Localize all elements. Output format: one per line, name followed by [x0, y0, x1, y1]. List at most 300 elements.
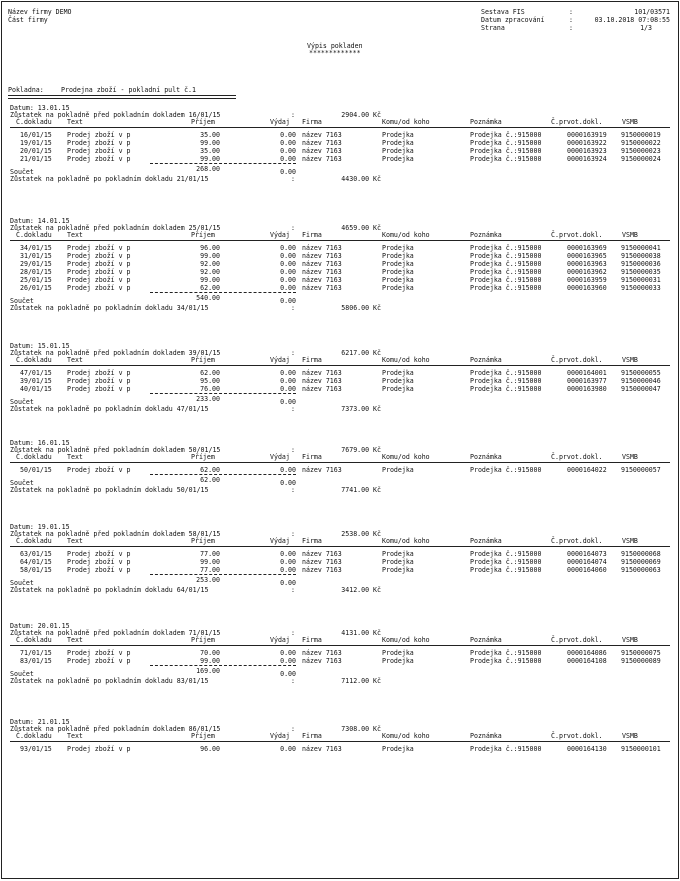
row-vsmb: 9150000075 — [621, 649, 661, 657]
row-whom: Prodejka — [382, 657, 414, 665]
sum-label: Součet — [10, 398, 34, 406]
company-name: Název firmy DEMO — [8, 8, 72, 16]
row-primary-doc: 0000163922 — [567, 139, 607, 147]
col-header-primary-doc: Č.prvot.dokl. — [551, 453, 603, 461]
sestava-colon: : — [569, 8, 573, 16]
balance-before-value: 2538.00 Kč — [341, 530, 381, 538]
row-income: 92.00 — [200, 260, 220, 268]
report-title-underline: ************* — [309, 49, 361, 57]
col-header-note: Poznámka — [470, 732, 502, 740]
row-firm: název 7163 — [302, 566, 342, 574]
row-note: Prodejka č.:915000 — [470, 244, 542, 252]
row-primary-doc: 0000163923 — [567, 147, 607, 155]
row-text: Prodej zboží v p — [67, 268, 131, 276]
sum-income: 169.00 — [196, 667, 220, 675]
balance-before-label: Zůstatek na pokladně před pokladním dokladem 50/01/15 — [10, 446, 221, 454]
sum-income: 268.00 — [196, 165, 220, 173]
row-primary-doc: 0000163965 — [567, 252, 607, 260]
balance-after-colon: : — [291, 677, 295, 685]
row-whom: Prodejka — [382, 147, 414, 155]
row-expense: 0.00 — [280, 155, 296, 163]
row-note: Prodejka č.:915000 — [470, 566, 542, 574]
col-header-vsmb: VSMB — [622, 732, 638, 740]
col-header-note: Poznámka — [470, 636, 502, 644]
row-whom: Prodejka — [382, 369, 414, 377]
row-primary-doc: 0000164022 — [567, 466, 607, 474]
row-doc: 71/01/15 — [20, 649, 52, 657]
col-header-vsmb: VSMB — [622, 453, 638, 461]
col-header-doc: Č.dokladu — [16, 453, 52, 461]
balance-before-value: 7679.00 Kč — [341, 446, 381, 454]
row-firm: název 7163 — [302, 139, 342, 147]
row-text: Prodej zboží v p — [67, 131, 131, 139]
row-expense: 0.00 — [280, 377, 296, 385]
row-whom: Prodejka — [382, 252, 414, 260]
row-vsmb: 9150000038 — [621, 252, 661, 260]
balance-before-colon: : — [291, 111, 295, 119]
column-header-rule — [10, 365, 670, 366]
col-header-vsmb: VSMB — [622, 118, 638, 126]
row-income: 35.00 — [200, 131, 220, 139]
balance-before-label: Zůstatek na pokladně před pokladním dokladem 39/01/15 — [10, 349, 221, 357]
row-expense: 0.00 — [280, 657, 296, 665]
col-header-text: Text — [67, 118, 83, 126]
row-text: Prodej zboží v p — [67, 276, 131, 284]
row-doc: 31/01/15 — [20, 252, 52, 260]
row-primary-doc: 0000163924 — [567, 155, 607, 163]
row-doc: 40/01/15 — [20, 385, 52, 393]
row-text: Prodej zboží v p — [67, 155, 131, 163]
row-doc: 47/01/15 — [20, 369, 52, 377]
balance-after-colon: : — [291, 304, 295, 312]
row-income: 62.00 — [200, 284, 220, 292]
col-header-text: Text — [67, 636, 83, 644]
row-firm: název 7163 — [302, 284, 342, 292]
row-doc: 20/01/15 — [20, 147, 52, 155]
balance-after-colon: : — [291, 175, 295, 183]
strana-colon: : — [569, 24, 573, 32]
day-date: Datum: 19.01.15 — [10, 523, 70, 531]
row-expense: 0.00 — [280, 745, 296, 753]
row-text: Prodej zboží v p — [67, 377, 131, 385]
sum-label: Součet — [10, 579, 34, 587]
row-firm: název 7163 — [302, 244, 342, 252]
row-primary-doc: 0000163960 — [567, 284, 607, 292]
row-whom: Prodejka — [382, 649, 414, 657]
row-income: 70.00 — [200, 649, 220, 657]
balance-after-value: 7112.00 Kč — [341, 677, 381, 685]
row-text: Prodej zboží v p — [67, 649, 131, 657]
balance-before-label: Zůstatek na pokladně před pokladním dokladem 71/01/15 — [10, 629, 221, 637]
row-text: Prodej zboží v p — [67, 147, 131, 155]
balance-after-colon: : — [291, 586, 295, 594]
datum-value: 03.10.2018 07:08:55 — [594, 16, 670, 24]
row-whom: Prodejka — [382, 466, 414, 474]
row-firm: název 7163 — [302, 550, 342, 558]
balance-after-value: 4430.00 Kč — [341, 175, 381, 183]
cashbox-name: Prodejna zboží - pokladní pult č.1 — [61, 86, 196, 94]
day-date: Datum: 20.01.15 — [10, 622, 70, 630]
row-note: Prodejka č.:915000 — [470, 558, 542, 566]
balance-after-colon: : — [291, 486, 295, 494]
balance-before-colon: : — [291, 224, 295, 232]
row-primary-doc: 0000164060 — [567, 566, 607, 574]
row-note: Prodejka č.:915000 — [470, 745, 542, 753]
balance-before-colon: : — [291, 349, 295, 357]
row-firm: název 7163 — [302, 745, 342, 753]
row-expense: 0.00 — [280, 466, 296, 474]
sum-income: 62.00 — [200, 476, 220, 484]
row-firm: název 7163 — [302, 147, 342, 155]
row-firm: název 7163 — [302, 657, 342, 665]
row-expense: 0.00 — [280, 649, 296, 657]
day-date: Datum: 13.01.15 — [10, 104, 70, 112]
balance-before-value: 6217.00 Kč — [341, 349, 381, 357]
col-header-expense: Výdaj — [270, 537, 290, 545]
col-header-income: Příjem — [191, 636, 215, 644]
row-expense: 0.00 — [280, 260, 296, 268]
col-header-whom: Komu/od koho — [382, 537, 430, 545]
row-primary-doc: 0000164130 — [567, 745, 607, 753]
row-text: Prodej zboží v p — [67, 550, 131, 558]
col-header-firm: Firma — [302, 732, 322, 740]
row-vsmb: 9150000036 — [621, 260, 661, 268]
row-primary-doc: 0000163980 — [567, 385, 607, 393]
col-header-firm: Firma — [302, 453, 322, 461]
day-date: Datum: 21.01.15 — [10, 718, 70, 726]
col-header-firm: Firma — [302, 356, 322, 364]
col-header-income: Příjem — [191, 231, 215, 239]
col-header-note: Poznámka — [470, 356, 502, 364]
col-header-primary-doc: Č.prvot.dokl. — [551, 636, 603, 644]
row-firm: název 7163 — [302, 155, 342, 163]
row-text: Prodej zboží v p — [67, 252, 131, 260]
balance-before-colon: : — [291, 446, 295, 454]
row-whom: Prodejka — [382, 260, 414, 268]
row-doc: 29/01/15 — [20, 260, 52, 268]
row-vsmb: 9150000101 — [621, 745, 661, 753]
row-primary-doc: 0000163962 — [567, 268, 607, 276]
row-whom: Prodejka — [382, 385, 414, 393]
row-note: Prodejka č.:915000 — [470, 377, 542, 385]
col-header-primary-doc: Č.prvot.dokl. — [551, 118, 603, 126]
row-primary-doc: 0000163969 — [567, 244, 607, 252]
cashbox-underline — [8, 95, 236, 99]
row-doc: 26/01/15 — [20, 284, 52, 292]
col-header-expense: Výdaj — [270, 356, 290, 364]
row-note: Prodejka č.:915000 — [470, 260, 542, 268]
row-note: Prodejka č.:915000 — [470, 131, 542, 139]
col-header-primary-doc: Č.prvot.dokl. — [551, 356, 603, 364]
row-firm: název 7163 — [302, 260, 342, 268]
balance-before-colon: : — [291, 725, 295, 733]
row-text: Prodej zboží v p — [67, 558, 131, 566]
row-whom: Prodejka — [382, 550, 414, 558]
col-header-whom: Komu/od koho — [382, 636, 430, 644]
row-income: 77.00 — [200, 550, 220, 558]
row-income: 62.00 — [200, 369, 220, 377]
row-expense: 0.00 — [280, 268, 296, 276]
sestava-value: 101/03571 — [634, 8, 670, 16]
col-header-primary-doc: Č.prvot.dokl. — [551, 732, 603, 740]
row-expense: 0.00 — [280, 550, 296, 558]
row-note: Prodejka č.:915000 — [470, 252, 542, 260]
company-part: Část firmy — [8, 16, 48, 24]
sum-rule — [150, 292, 296, 293]
row-vsmb: 9150000024 — [621, 155, 661, 163]
row-expense: 0.00 — [280, 131, 296, 139]
row-vsmb: 9150000031 — [621, 276, 661, 284]
row-note: Prodejka č.:915000 — [470, 649, 542, 657]
row-income: 99.00 — [200, 139, 220, 147]
col-header-expense: Výdaj — [270, 118, 290, 126]
balance-after-value: 7373.00 Kč — [341, 405, 381, 413]
row-note: Prodejka č.:915000 — [470, 268, 542, 276]
col-header-doc: Č.dokladu — [16, 231, 52, 239]
row-whom: Prodejka — [382, 139, 414, 147]
balance-before-value: 4659.00 Kč — [341, 224, 381, 232]
row-whom: Prodejka — [382, 566, 414, 574]
sum-expense: 0.00 — [280, 168, 296, 176]
balance-before-value: 4131.00 Kč — [341, 629, 381, 637]
row-primary-doc: 0000164073 — [567, 550, 607, 558]
row-primary-doc: 0000163963 — [567, 260, 607, 268]
balance-after-label: Zůstatek na pokladně po pokladním dokladu 50/01/15 — [10, 486, 209, 494]
row-income: 35.00 — [200, 147, 220, 155]
row-doc: 63/01/15 — [20, 550, 52, 558]
sum-expense: 0.00 — [280, 579, 296, 587]
col-header-doc: Č.dokladu — [16, 732, 52, 740]
row-primary-doc: 0000164074 — [567, 558, 607, 566]
row-whom: Prodejka — [382, 284, 414, 292]
row-vsmb: 9150000033 — [621, 284, 661, 292]
row-text: Prodej zboží v p — [67, 466, 131, 474]
col-header-primary-doc: Č.prvot.dokl. — [551, 537, 603, 545]
row-primary-doc: 0000164086 — [567, 649, 607, 657]
col-header-doc: Č.dokladu — [16, 636, 52, 644]
row-expense: 0.00 — [280, 558, 296, 566]
row-firm: název 7163 — [302, 385, 342, 393]
col-header-whom: Komu/od koho — [382, 732, 430, 740]
row-income: 96.00 — [200, 745, 220, 753]
sum-rule — [150, 393, 296, 394]
col-header-text: Text — [67, 732, 83, 740]
row-primary-doc: 0000164108 — [567, 657, 607, 665]
col-header-text: Text — [67, 453, 83, 461]
col-header-expense: Výdaj — [270, 453, 290, 461]
row-doc: 58/01/15 — [20, 566, 52, 574]
sum-expense: 0.00 — [280, 398, 296, 406]
row-income: 62.00 — [200, 466, 220, 474]
row-whom: Prodejka — [382, 745, 414, 753]
row-text: Prodej zboží v p — [67, 139, 131, 147]
row-text: Prodej zboží v p — [67, 657, 131, 665]
column-header-rule — [10, 240, 670, 241]
row-expense: 0.00 — [280, 284, 296, 292]
row-expense: 0.00 — [280, 276, 296, 284]
col-header-expense: Výdaj — [270, 732, 290, 740]
report-title: Výpis pokladen — [307, 42, 363, 50]
sum-expense: 0.00 — [280, 479, 296, 487]
col-header-expense: Výdaj — [270, 231, 290, 239]
balance-after-label: Zůstatek na pokladně po pokladním dokladu 34/01/15 — [10, 304, 209, 312]
balance-before-label: Zůstatek na pokladně před pokladním dokladem 25/01/15 — [10, 224, 221, 232]
row-doc: 16/01/15 — [20, 131, 52, 139]
row-vsmb: 9150000046 — [621, 377, 661, 385]
row-firm: název 7163 — [302, 276, 342, 284]
row-vsmb: 9150000063 — [621, 566, 661, 574]
row-vsmb: 9150000047 — [621, 385, 661, 393]
row-expense: 0.00 — [280, 244, 296, 252]
row-income: 99.00 — [200, 276, 220, 284]
col-header-note: Poznámka — [470, 118, 502, 126]
row-expense: 0.00 — [280, 566, 296, 574]
col-header-income: Příjem — [191, 537, 215, 545]
row-note: Prodejka č.:915000 — [470, 276, 542, 284]
sum-label: Součet — [10, 670, 34, 678]
balance-before-label: Zůstatek na pokladně před pokladním dokladem 58/01/15 — [10, 530, 221, 538]
col-header-firm: Firma — [302, 231, 322, 239]
row-doc: 93/01/15 — [20, 745, 52, 753]
column-header-rule — [10, 741, 670, 742]
row-text: Prodej zboží v p — [67, 745, 131, 753]
row-doc: 50/01/15 — [20, 466, 52, 474]
row-text: Prodej zboží v p — [67, 260, 131, 268]
balance-after-label: Zůstatek na pokladně po pokladním dokladu 83/01/15 — [10, 677, 209, 685]
row-vsmb: 9150000023 — [621, 147, 661, 155]
row-primary-doc: 0000163919 — [567, 131, 607, 139]
col-header-doc: Č.dokladu — [16, 118, 52, 126]
col-header-doc: Č.dokladu — [16, 537, 52, 545]
row-text: Prodej zboží v p — [67, 385, 131, 393]
row-income: 77.00 — [200, 566, 220, 574]
column-header-rule — [10, 462, 670, 463]
row-firm: název 7163 — [302, 558, 342, 566]
row-vsmb: 9150000055 — [621, 369, 661, 377]
row-doc: 34/01/15 — [20, 244, 52, 252]
row-note: Prodejka č.:915000 — [470, 284, 542, 292]
row-firm: název 7163 — [302, 252, 342, 260]
sum-income: 540.00 — [196, 294, 220, 302]
col-header-whom: Komu/od koho — [382, 453, 430, 461]
col-header-whom: Komu/od koho — [382, 231, 430, 239]
row-income: 92.00 — [200, 268, 220, 276]
row-note: Prodejka č.:915000 — [470, 385, 542, 393]
row-expense: 0.00 — [280, 147, 296, 155]
col-header-income: Příjem — [191, 356, 215, 364]
row-firm: název 7163 — [302, 466, 342, 474]
col-header-expense: Výdaj — [270, 636, 290, 644]
row-whom: Prodejka — [382, 155, 414, 163]
row-vsmb: 9150000068 — [621, 550, 661, 558]
col-header-text: Text — [67, 356, 83, 364]
col-header-vsmb: VSMB — [622, 231, 638, 239]
row-income: 76.00 — [200, 385, 220, 393]
row-vsmb: 9150000057 — [621, 466, 661, 474]
datum-label: Datum zpracování — [481, 16, 545, 24]
row-income: 99.00 — [200, 155, 220, 163]
col-header-firm: Firma — [302, 636, 322, 644]
day-date: Datum: 16.01.15 — [10, 439, 70, 447]
row-income: 99.00 — [200, 252, 220, 260]
balance-after-value: 5806.00 Kč — [341, 304, 381, 312]
col-header-note: Poznámka — [470, 231, 502, 239]
col-header-firm: Firma — [302, 537, 322, 545]
row-doc: 19/01/15 — [20, 139, 52, 147]
sum-label: Součet — [10, 479, 34, 487]
row-expense: 0.00 — [280, 252, 296, 260]
row-primary-doc: 0000163977 — [567, 377, 607, 385]
row-text: Prodej zboží v p — [67, 566, 131, 574]
strana-value: 1/3 — [640, 24, 652, 32]
col-header-whom: Komu/od koho — [382, 356, 430, 364]
col-header-income: Příjem — [191, 732, 215, 740]
day-date: Datum: 15.01.15 — [10, 342, 70, 350]
column-header-rule — [10, 127, 670, 128]
sum-income: 253.00 — [196, 576, 220, 584]
balance-after-value: 7741.00 Kč — [341, 486, 381, 494]
row-vsmb: 9150000089 — [621, 657, 661, 665]
row-text: Prodej zboží v p — [67, 369, 131, 377]
row-expense: 0.00 — [280, 139, 296, 147]
row-firm: název 7163 — [302, 268, 342, 276]
row-firm: název 7163 — [302, 369, 342, 377]
col-header-text: Text — [67, 231, 83, 239]
row-doc: 28/01/15 — [20, 268, 52, 276]
balance-before-colon: : — [291, 629, 295, 637]
balance-before-value: 7308.00 Kč — [341, 725, 381, 733]
col-header-whom: Komu/od koho — [382, 118, 430, 126]
row-primary-doc: 0000163959 — [567, 276, 607, 284]
row-note: Prodejka č.:915000 — [470, 657, 542, 665]
col-header-primary-doc: Č.prvot.dokl. — [551, 231, 603, 239]
row-firm: název 7163 — [302, 131, 342, 139]
col-header-income: Příjem — [191, 453, 215, 461]
col-header-note: Poznámka — [470, 537, 502, 545]
row-expense: 0.00 — [280, 385, 296, 393]
row-vsmb: 9150000019 — [621, 131, 661, 139]
row-doc: 39/01/15 — [20, 377, 52, 385]
column-header-rule — [10, 546, 670, 547]
sum-label: Součet — [10, 168, 34, 176]
sestava-label: Sestava FIS — [481, 8, 525, 16]
balance-before-colon: : — [291, 530, 295, 538]
day-date: Datum: 14.01.15 — [10, 217, 70, 225]
datum-colon: : — [569, 16, 573, 24]
sum-rule — [150, 474, 296, 475]
row-firm: název 7163 — [302, 649, 342, 657]
row-firm: název 7163 — [302, 377, 342, 385]
cashbox-label: Pokladna: — [8, 86, 44, 94]
row-vsmb: 9150000022 — [621, 139, 661, 147]
strana-label: Strana — [481, 24, 505, 32]
sum-rule — [150, 665, 296, 666]
sum-income: 233.00 — [196, 395, 220, 403]
balance-before-label: Zůstatek na pokladně před pokladním dokladem 16/01/15 — [10, 111, 221, 119]
row-vsmb: 9150000035 — [621, 268, 661, 276]
row-doc: 25/01/15 — [20, 276, 52, 284]
column-header-rule — [10, 645, 670, 646]
balance-after-label: Zůstatek na pokladně po pokladním dokladu 47/01/15 — [10, 405, 209, 413]
balance-after-label: Zůstatek na pokladně po pokladním dokladu 64/01/15 — [10, 586, 209, 594]
row-vsmb: 9150000041 — [621, 244, 661, 252]
col-header-vsmb: VSMB — [622, 356, 638, 364]
balance-after-colon: : — [291, 405, 295, 413]
row-doc: 21/01/15 — [20, 155, 52, 163]
row-text: Prodej zboží v p — [67, 284, 131, 292]
row-note: Prodejka č.:915000 — [470, 139, 542, 147]
row-whom: Prodejka — [382, 268, 414, 276]
